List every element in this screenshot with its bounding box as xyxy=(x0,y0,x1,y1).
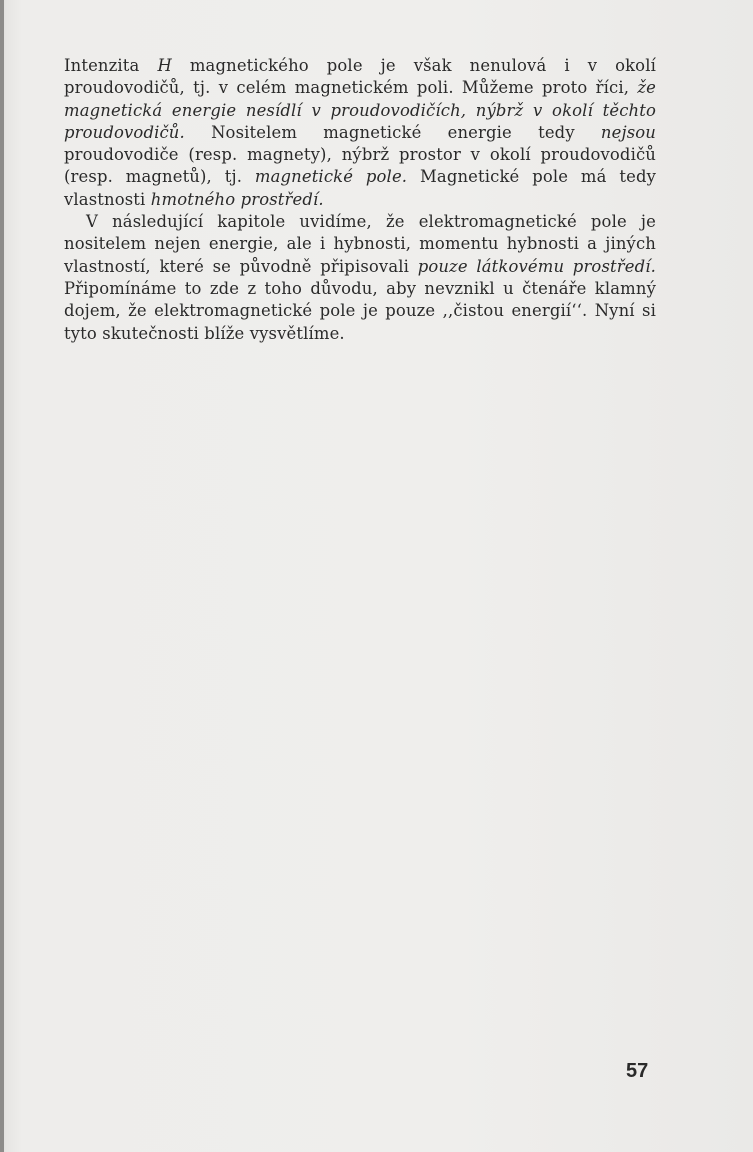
text-run: proudovodiče (resp. magnety), nýbrž prostor v okolí proudovodičů (resp. magnetů), tj. xyxy=(64,145,656,187)
paragraph-1 xyxy=(64,55,656,211)
text-run: Připomínáme to zde z toho důvodu, aby nevznikl u čtenáře klamný dojem, že elektromagnetické pole je pouze ,,čistou energií‘‘. Nyní si tyto skutečnosti blíže vysvětlíme. xyxy=(64,278,656,343)
paragraph-2 xyxy=(64,211,656,345)
text-run: Magnetické pole má tedy vlastnosti xyxy=(64,167,657,209)
text-run-italic: že magnetická energie nesídlí v proudovodičích, nýbrž v okolí těchto proudovodičů. xyxy=(64,78,656,142)
text-run-italic: hmotného prostředí. xyxy=(150,189,324,209)
text-run: Nositelem magnetické energie tedy xyxy=(184,122,601,142)
text-run: magnetického pole je však nenulová i v okolí proudovodičů, tj. v celém magnetickém poli. Můžeme proto říci, xyxy=(64,56,656,98)
text-run: V následující kapitole uvidíme, že elektromagnetické pole je nositelem nejen energie, ale i hybnosti, momentu hybnosti a jiných vlastností, které se původně připisovali xyxy=(64,212,656,276)
text-run-italic: pouze látkovému prostředí. xyxy=(417,256,656,276)
text-run-italic: magnetické pole. xyxy=(254,167,408,187)
text-run-italic: H xyxy=(157,56,172,75)
text-run-italic: nejsou xyxy=(600,122,656,142)
page-number: 57 xyxy=(626,1060,649,1082)
text-run: Intenzita xyxy=(64,56,158,75)
body-text xyxy=(64,55,656,345)
page-spine-edge xyxy=(0,0,4,1152)
